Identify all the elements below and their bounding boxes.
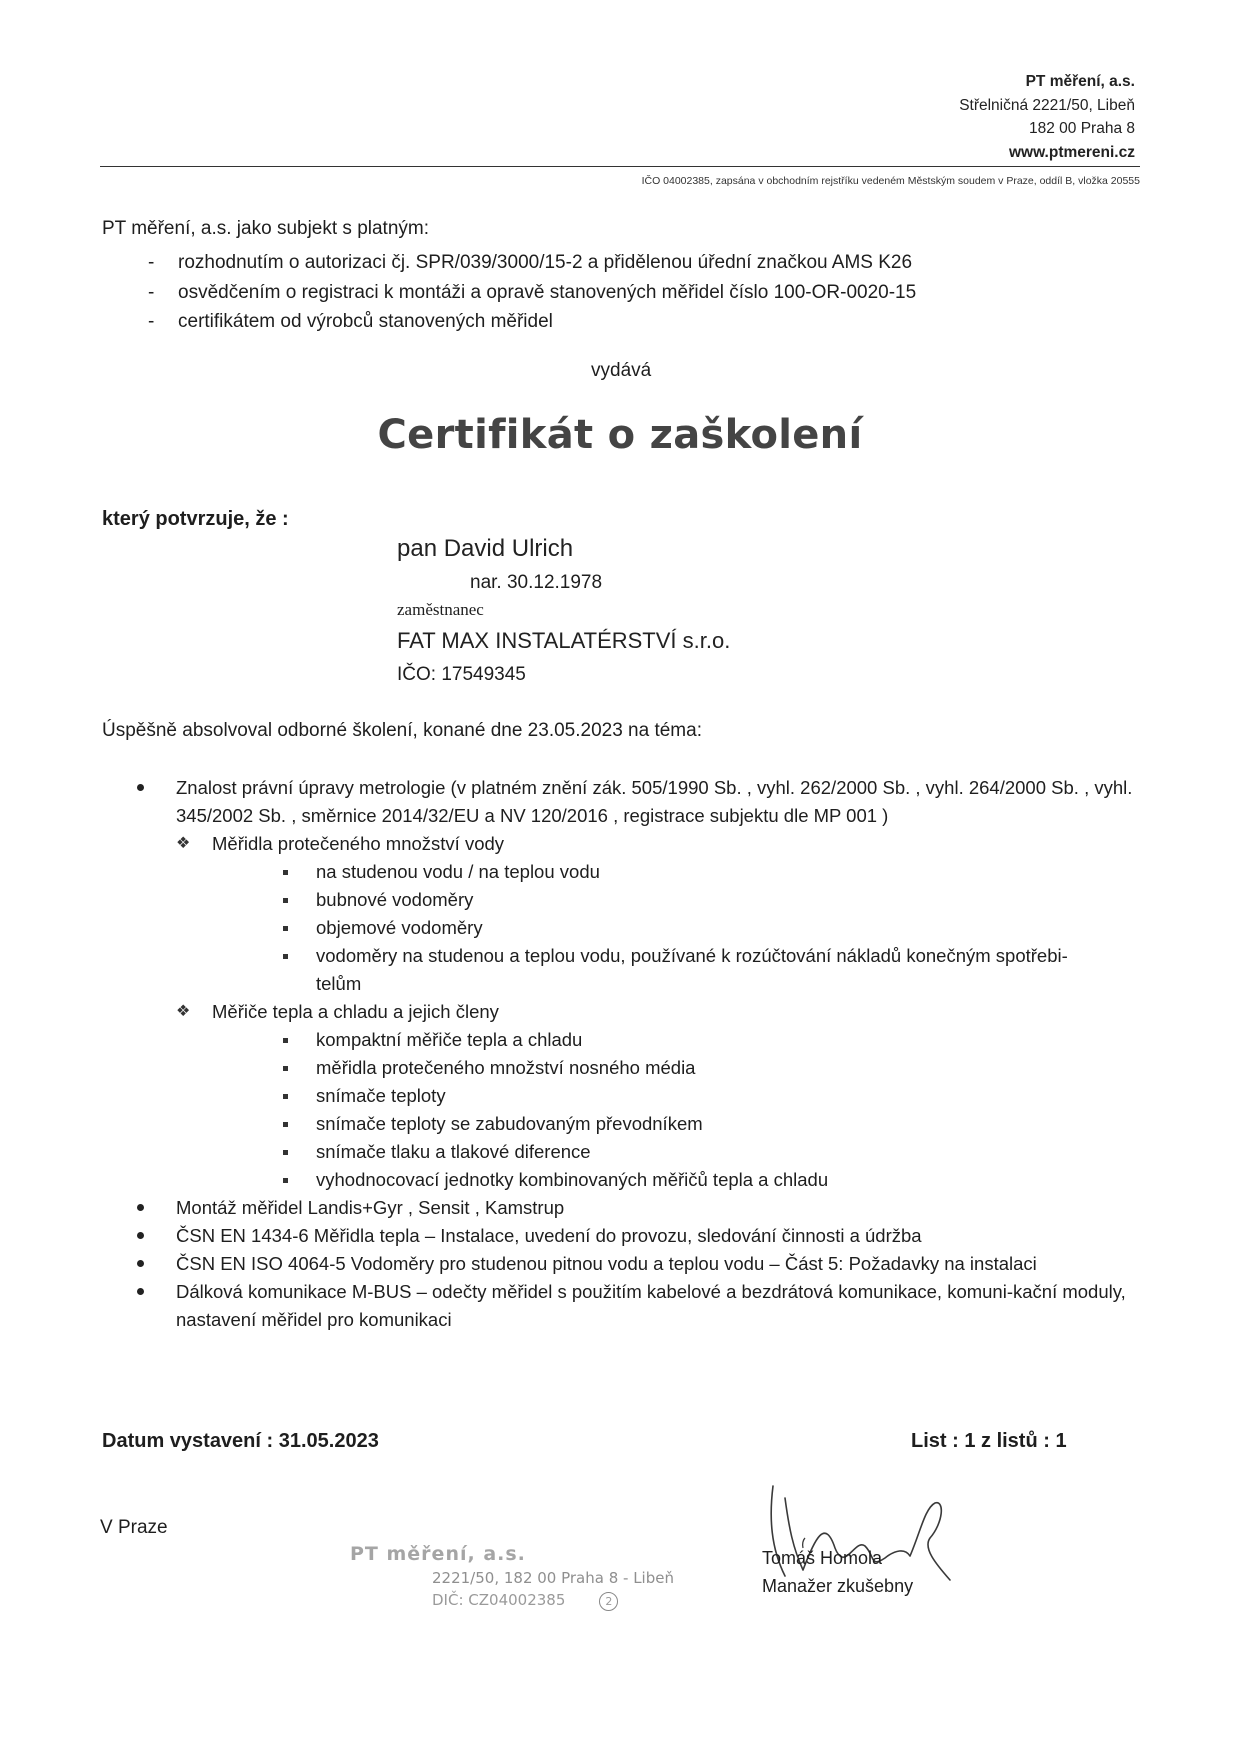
subitem-text: snímače teploty se zabudovaným převodníkem — [316, 1113, 703, 1134]
subitem — [283, 1054, 1137, 1082]
employee-label: zaměstnanec — [397, 600, 484, 619]
training-completed-statement: Úspěšně absolvoval odborné školení, konané dne 23.05.2023 na téma: — [102, 720, 702, 741]
company-stamp — [350, 1543, 674, 1611]
square-bullet-icon — [283, 1150, 288, 1155]
topic-text: Dálková komunikace M-BUS – odečty měřidel s použitím kabelové a bezdrátová komunikace, komuni-kační moduly, nastavení měřidel pro komunikaci — [176, 1281, 1126, 1330]
subgroup-item — [176, 998, 1137, 1194]
square-bullet-icon — [283, 1066, 288, 1071]
square-bullet-icon — [283, 870, 288, 875]
authorization-item: - certifikátem od výrobců stanovených měřidel — [142, 307, 916, 337]
authorization-item: - rozhodnutím o autorizaci čj. SPR/039/3000/15-2 a přidělenou úřední značkou AMS K26 — [142, 248, 916, 278]
header-company-name: PT měření, a.s. — [1025, 73, 1135, 90]
topic-text: ČSN EN ISO 4064-5 Vodoměry pro studenou pitnou vodu a teplou vodu – Část 5: Požadavky na instalaci — [176, 1253, 1037, 1274]
issuer-intro: PT měření, a.s. jako subjekt s platným: — [102, 218, 430, 239]
topic-item — [137, 1250, 1137, 1278]
square-bullet-icon — [283, 898, 288, 903]
topic-subgroups — [176, 830, 1137, 1194]
authorization-list — [142, 248, 916, 337]
subitem — [283, 914, 1137, 942]
topic-item — [137, 1278, 1137, 1334]
square-bullet-icon — [283, 1122, 288, 1127]
subitem — [283, 1026, 1137, 1054]
registration-note: IČO 04002385, zapsána v obchodním rejstříku vedeném Městským soudem v Praze, oddíl B, vložka 20555 — [641, 175, 1140, 187]
bullet-icon — [137, 1232, 144, 1239]
topic-text: ČSN EN 1434-6 Měřidla tepla – Instalace, uvedení do provozu, sledování činnosti a údržba — [176, 1225, 922, 1246]
issue-date: Datum vystavení : 31.05.2023 — [102, 1430, 379, 1452]
stamp-company: PT měření, a.s. — [350, 1543, 526, 1565]
stamp-address: 2221/50, 182 00 Praha 8 - Libeň — [432, 1569, 674, 1587]
topic-text: Znalost právní úpravy metrologie (v platném znění zák. 505/1990 Sb. , vyhl. 262/2000 Sb. , vyhl. 264/2000 Sb. , vyhl. 345/2002 Sb. , směrnice 2014/32/EU a NV 120/2016 , registrace subjektu dle MP 001 ) — [176, 777, 1133, 826]
square-bullet-icon — [283, 926, 288, 931]
bullet-icon — [137, 1204, 144, 1211]
stamp-number-badge: 2 — [599, 1592, 618, 1611]
issue-place: V Praze — [100, 1517, 168, 1538]
sheet-counter: List : 1 z listů : 1 — [911, 1430, 1067, 1452]
header-city: 182 00 Praha 8 — [1028, 120, 1135, 137]
subgroup-items — [212, 858, 1137, 998]
subitem — [283, 942, 1096, 998]
confirms-label: který potvrzuje, že : — [102, 508, 289, 530]
issues-label: vydává — [591, 360, 652, 381]
square-bullet-icon — [283, 954, 288, 959]
subitem — [283, 1138, 1137, 1166]
certificate-title: Certifikát o zaškolení — [377, 412, 863, 458]
diamond-bullet-icon: ❖ — [176, 1003, 191, 1020]
header-website: www.ptmereni.cz — [1008, 143, 1135, 161]
signer-name: Tomáš Homola — [762, 1548, 883, 1568]
person-birth-date: nar. 30.12.1978 — [470, 572, 603, 593]
subitem — [283, 1082, 1137, 1110]
topic-item — [137, 774, 1137, 1194]
person-name: pan David Ulrich — [397, 535, 574, 562]
stamp-tax-text: DIČ: CZ04002385 — [432, 1591, 566, 1609]
authorization-item: - osvědčením o registraci k montáži a opravě stanovených měřidel číslo 100-OR-0020-15 — [142, 278, 916, 308]
subitem-text: objemové vodoměry — [316, 917, 483, 938]
subitem-text: vyhodnocovací jednotky kombinovaných měřičů tepla a chladu — [316, 1169, 829, 1190]
subgroup-title: Měřidla protečeného množství vody — [212, 833, 505, 854]
subitem-text: kompaktní měřiče tepla a chladu — [316, 1029, 583, 1050]
employer-ico: IČO: 17549345 — [397, 664, 526, 685]
employer-company: FAT MAX INSTALATÉRSTVÍ s.r.o. — [397, 628, 731, 653]
header-street: Střelničná 2221/50, Libeň — [959, 96, 1135, 114]
company-header — [959, 70, 1135, 164]
subitem — [283, 1110, 1137, 1138]
subitem — [283, 886, 1137, 914]
topic-item — [137, 1194, 1137, 1222]
training-topics-list — [137, 774, 1137, 1334]
header-divider — [100, 166, 1140, 167]
square-bullet-icon — [283, 1178, 288, 1183]
stamp-tax-id — [350, 1591, 674, 1611]
topic-text: Montáž měřidel Landis+Gyr , Sensit , Kamstrup — [176, 1197, 565, 1218]
diamond-bullet-icon: ❖ — [176, 835, 191, 852]
topic-item — [137, 1222, 1137, 1250]
subitem — [283, 1166, 1137, 1194]
signer-role: Manažer zkušebny — [762, 1576, 914, 1596]
subitem-text: bubnové vodoměry — [316, 889, 474, 910]
subitem — [283, 858, 1137, 886]
subgroup-item — [176, 830, 1137, 998]
subitem-text: měřidla protečeného množství nosného média — [316, 1057, 696, 1078]
subitem-text: na studenou vodu / na teplou vodu — [316, 861, 600, 882]
handwritten-signature — [745, 1478, 965, 1588]
square-bullet-icon — [283, 1094, 288, 1099]
bullet-icon — [137, 1288, 144, 1295]
subitem-text: snímače teploty — [316, 1085, 446, 1106]
bullet-icon — [137, 1260, 144, 1267]
subgroup-items — [212, 1026, 1137, 1194]
subitem-text: snímače tlaku a tlakové diference — [316, 1141, 591, 1162]
square-bullet-icon — [283, 1038, 288, 1043]
subgroup-title: Měřiče tepla a chladu a jejich členy — [212, 1001, 499, 1022]
subitem-text: vodoměry na studenou a teplou vodu, používané k rozúčtování nákladů konečným spotřebi-telům — [316, 945, 1068, 994]
bullet-icon — [137, 784, 144, 791]
